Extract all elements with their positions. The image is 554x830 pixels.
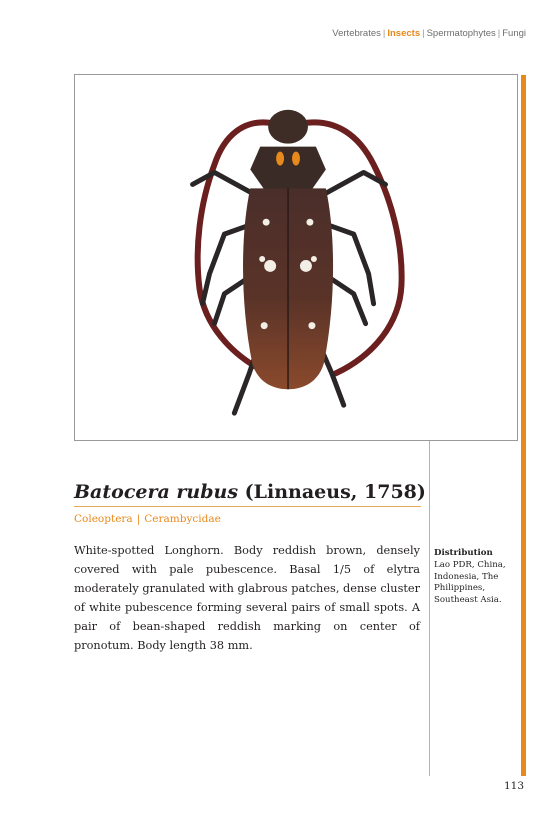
species-description: White-spotted Longhorn. Body reddish brown, densely covered with pale pubescence. Basal 1/5 of elytra moderately granulated with glabrous patches, dense cluster of white pubescence forming several pairs of small spots. A pair of bean-shaped reddish marking on center of pronotum. Body length 38 mm. bbox=[74, 544, 420, 652]
beetle-photo bbox=[75, 75, 517, 440]
pronotum bbox=[250, 147, 326, 190]
species-title bbox=[74, 481, 426, 503]
nav-separator: | bbox=[382, 28, 386, 39]
taxon-family: Cerambycidae bbox=[144, 513, 221, 525]
nav-separator: | bbox=[422, 28, 425, 39]
nav-fungi[interactable]: Fungi bbox=[502, 28, 526, 39]
title-divider bbox=[74, 506, 421, 507]
species-authority: (Linnaeus, 1758) bbox=[244, 481, 426, 503]
nav-insects[interactable]: Insects bbox=[387, 28, 421, 39]
category-nav bbox=[332, 28, 526, 39]
page-edge-accent-bar bbox=[521, 75, 526, 776]
distribution-text: Lao PDR, China, Indonesia, The Philippines, Southeast Asia. bbox=[434, 560, 506, 605]
page-number: 113 bbox=[504, 780, 525, 792]
column-divider bbox=[429, 441, 430, 776]
taxon-order: Coleoptera bbox=[74, 513, 133, 525]
distribution-heading: Distribution bbox=[434, 548, 493, 558]
nav-separator: | bbox=[497, 28, 501, 39]
taxon-separator: | bbox=[136, 513, 141, 525]
species-binomial: Batocera rubus bbox=[74, 481, 239, 503]
nav-vertebrates[interactable]: Vertebrates bbox=[332, 28, 381, 39]
nav-spermatophytes[interactable]: Spermatophytes bbox=[426, 28, 496, 39]
specimen-photo-frame bbox=[74, 74, 518, 441]
taxonomy-line bbox=[74, 513, 221, 525]
